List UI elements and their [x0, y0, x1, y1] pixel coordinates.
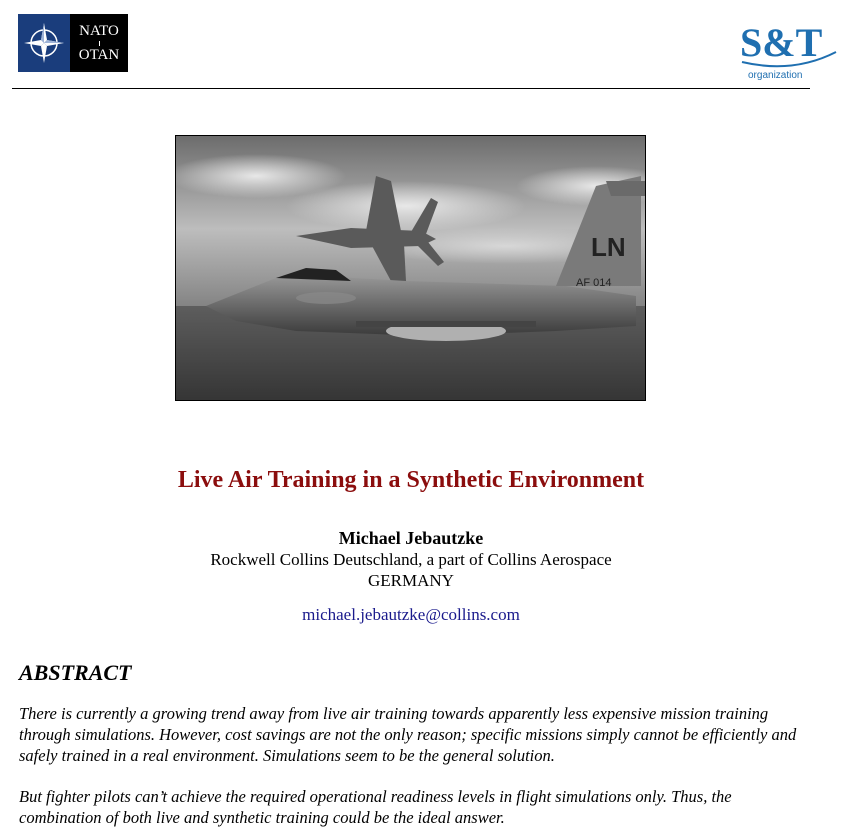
otan-text: OTAN	[78, 46, 120, 63]
nato-otan-wordmark	[70, 14, 128, 72]
svg-text:LN: LN	[591, 232, 626, 262]
author-name: Michael Jebautzke	[338, 528, 484, 548]
author-country: GERMANY	[368, 571, 454, 590]
paper-title: Live Air Training in a Synthetic Environment	[177, 467, 645, 493]
header-divider	[12, 88, 810, 89]
fighter-jets-photo	[175, 135, 646, 401]
abstract-paragraph-1: There is currently a growing trend away from live air training towards apparently less expensive mission training through simulations. However, cost savings are not the only reason; specific missions simply cannot be efficiently and safely trained in a real environment. Simulations seem to be the general solution.	[19, 704, 797, 765]
st-organization-logo	[738, 12, 838, 82]
author-affiliation: Rockwell Collins Deutschland, a part of Collins Aerospace	[210, 550, 612, 569]
nato-otan-logo	[18, 14, 128, 72]
svg-text:AF 014: AF 014	[576, 277, 612, 289]
author-email-link[interactable]: michael.jebautzke@collins.com	[302, 605, 520, 624]
nato-text: NATO	[79, 22, 119, 39]
st-mark: S&T	[740, 20, 823, 65]
st-subtitle: organization	[748, 70, 803, 81]
abstract-heading: ABSTRACT	[19, 660, 132, 685]
abstract-paragraph-2: But fighter pilots can’t achieve the required operational readiness levels in flight simulations only. Thus, the combination of both live and synthetic training could be the ideal answer.	[19, 787, 732, 827]
nato-star-icon	[18, 14, 70, 72]
